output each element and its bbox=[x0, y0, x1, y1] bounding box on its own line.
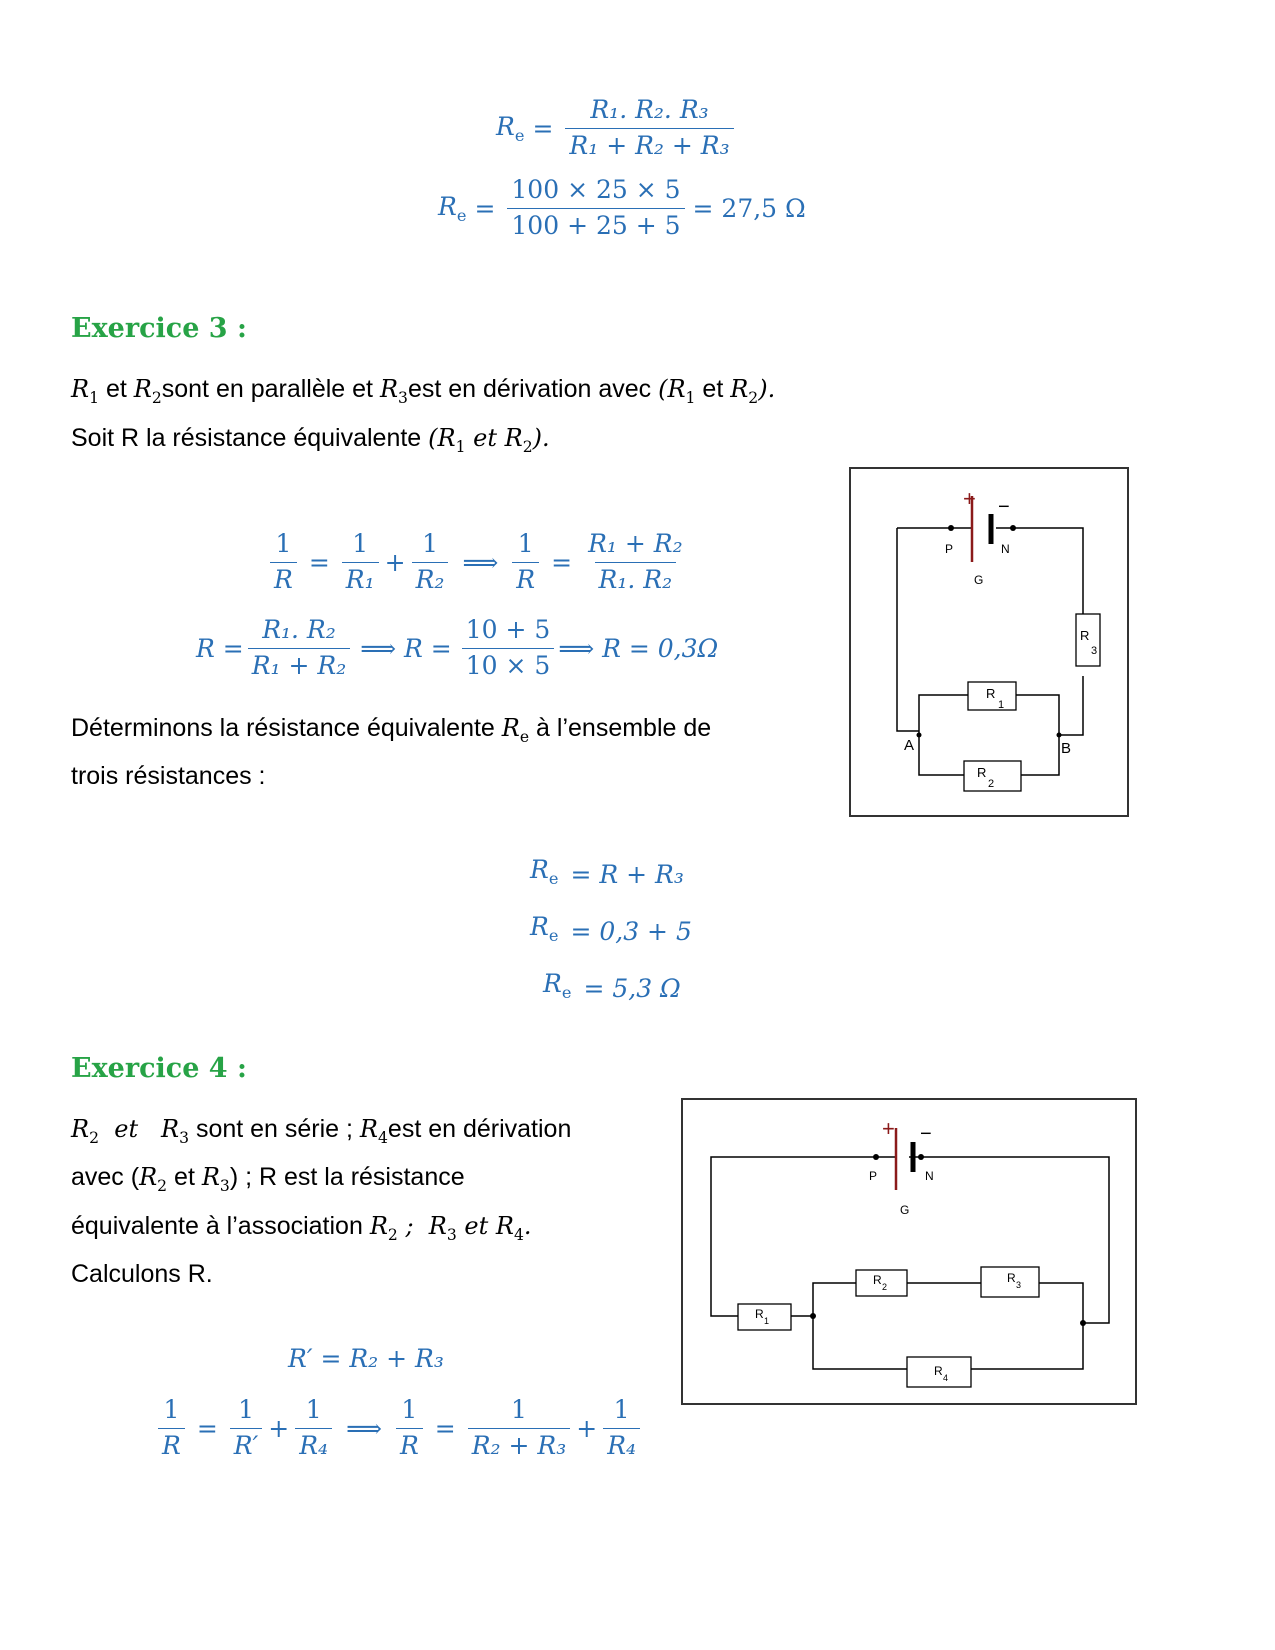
terminal-n bbox=[918, 1154, 924, 1160]
ex4-statement-line4: Calculons R. bbox=[71, 1260, 213, 1288]
equation-middle: ⟹ R = bbox=[360, 633, 452, 663]
plus-label: + bbox=[963, 486, 976, 511]
ex4-text: ) ; R est la résistance bbox=[229, 1163, 465, 1191]
fraction-denominator: R₄ bbox=[295, 1428, 332, 1461]
node-left bbox=[810, 1313, 816, 1319]
fraction-numerator: 1 bbox=[352, 529, 369, 558]
fraction-denominator: R bbox=[396, 1428, 423, 1461]
result-value: = 5,3 Ω bbox=[583, 973, 681, 1003]
fraction-numerator: 1 bbox=[401, 1395, 418, 1424]
exercise-3-title: Exercice 3 : bbox=[71, 313, 247, 344]
label-r3: R bbox=[1007, 1271, 1016, 1285]
label-n: N bbox=[925, 1169, 934, 1183]
label-r1-sub: 1 bbox=[998, 699, 1005, 711]
label-g: G bbox=[900, 1203, 910, 1217]
wire bbox=[921, 1157, 1109, 1323]
wire bbox=[1016, 695, 1059, 735]
fraction-denominator: R′ bbox=[230, 1428, 263, 1461]
label-r3-sub: 3 bbox=[1091, 645, 1098, 657]
formula-re-product: $R_e$ = $\frac{\text{R₁. R₂. R₃}}{\text{R₁ + R₂ + R₃}}$ bbox=[496, 96, 738, 161]
terminal-p bbox=[873, 1154, 879, 1160]
wire bbox=[897, 528, 919, 731]
fraction-numerator: 1 bbox=[275, 529, 292, 558]
result-line: $R_e$ = R + R₃ bbox=[530, 846, 692, 903]
result-line: $R_e$ = 5,3 Ω bbox=[543, 960, 692, 1017]
fraction-numerator: 1 bbox=[613, 1395, 630, 1424]
fraction-denominator: 100 + 25 + 5 bbox=[507, 208, 684, 241]
label-r2: R bbox=[873, 1273, 882, 1287]
fraction-denominator: R₁ + R₂ bbox=[248, 648, 351, 681]
formula-result: = 27,5 Ω bbox=[692, 193, 806, 223]
ex4-text: sont en série ; bbox=[195, 1115, 360, 1143]
node-a bbox=[917, 733, 922, 738]
ex3-paragraph-line1: Déterminons la résistance équivalente $R_e$ à l’ensemble de bbox=[71, 714, 712, 746]
ex3-paragraph-line2: trois résistances : bbox=[71, 762, 266, 790]
fraction-denominator: R bbox=[270, 562, 297, 595]
ex4-text: et bbox=[167, 1163, 202, 1191]
node-b bbox=[1057, 733, 1062, 738]
ex3-result-block bbox=[530, 846, 692, 1017]
label-g: G bbox=[974, 573, 984, 587]
ex4-statement-line2: avec ($R_2$ et $R_3$) ; R est la résistance bbox=[71, 1163, 465, 1195]
label-r2-sub: 2 bbox=[988, 778, 995, 790]
terminal-p bbox=[948, 525, 954, 531]
fraction-numerator: 1 bbox=[517, 529, 534, 558]
para-text-end: à l’ensemble de bbox=[529, 714, 712, 742]
label-r1: R bbox=[986, 686, 996, 701]
fraction-numerator: 1 bbox=[511, 1395, 527, 1424]
fraction-denominator: R₄ bbox=[603, 1428, 640, 1461]
fraction-denominator: 10 × 5 bbox=[462, 648, 555, 681]
fraction-numerator: 1 bbox=[305, 1395, 322, 1424]
formula-re-numeric: $R_e$ = $\frac{100 \times 25 \times 5}{100 + 25 + 5}$ = 27,5 Ω bbox=[438, 175, 806, 240]
circuit-schematic bbox=[851, 469, 1127, 815]
ex4-parallel-equation: $\frac{1}{R}$ = $\frac{1}{R'}$ + $\frac{1}{\text{R₄}}$ ⟹ $\frac{1}{R}$ = $\frac{1}{\text{R₂ + R₃}}$ + $\frac{1}{\text{R₄}}$ bbox=[154, 1396, 644, 1461]
fraction-denominator: R₂ + R₃ bbox=[468, 1428, 571, 1461]
ex4-statement-line3: équivalente à l’association $R_2$ ; $R_3$ et $R_4$. bbox=[71, 1212, 532, 1244]
wire bbox=[971, 1323, 1083, 1369]
label-r4-sub: 4 bbox=[943, 1373, 949, 1383]
wire bbox=[813, 1283, 856, 1316]
minus-label: − bbox=[920, 1123, 932, 1145]
label-a: A bbox=[904, 737, 915, 754]
equation-lhs: R = bbox=[196, 633, 244, 663]
fraction-numerator: 1 bbox=[163, 1395, 180, 1424]
ex4-series-equation: R′ = R₂ + R₃ bbox=[288, 1344, 444, 1373]
ex4-text: est en dérivation bbox=[387, 1115, 572, 1143]
ex3-line2-text: Soit R la résistance équivalente bbox=[71, 424, 429, 452]
ex3-statement-line1: $R_1$ et $R_2sont$ en parallèle et $R_3est$ en dérivation avec ($R_1$ et $R_2$). bbox=[71, 375, 776, 407]
circuit-schematic bbox=[683, 1100, 1135, 1403]
result-line: $R_e$ = 0,3 + 5 bbox=[530, 903, 692, 960]
fraction-denominator: R₁ bbox=[342, 562, 379, 595]
ex3-statement-line2: Soit R la résistance équivalente ($R_1$ et $R_2$). bbox=[71, 424, 550, 456]
ex4-text: avec ( bbox=[71, 1163, 140, 1191]
label-p: P bbox=[869, 1169, 878, 1183]
fraction-numerator: 1 bbox=[422, 529, 438, 558]
fraction-numerator: R₁. R₂. R₃ bbox=[590, 95, 709, 124]
wire bbox=[1021, 735, 1059, 775]
wire bbox=[1059, 676, 1083, 735]
circuit-diagram-ex3 bbox=[849, 467, 1129, 817]
fraction-denominator: R₁. R₂ bbox=[595, 562, 677, 595]
ex4-statement-line1: $R_2$ et $R_3$ sont en série ; $R_4est$ en dérivation bbox=[71, 1115, 572, 1147]
fraction-denominator: R bbox=[512, 562, 539, 595]
result-value: = 0,3 + 5 bbox=[570, 916, 692, 946]
ex4-text: équivalente à l’association bbox=[71, 1212, 370, 1240]
label-r2: R bbox=[977, 765, 987, 780]
ex3-parallel-equation: $\frac{1}{R}$ = $\frac{1}{\text{R₁}}$ + $\frac{1}{\text{R₂}}$ ⟹ $\frac{1}{R}$ = $\frac{\text{R₁ + R₂}}{\text{R₁. R₂}}$ bbox=[266, 530, 691, 595]
fraction-numerator: R₁. R₂ bbox=[262, 615, 336, 644]
label-r4: R bbox=[934, 1364, 943, 1378]
label-n: N bbox=[1001, 542, 1010, 556]
wire bbox=[919, 695, 968, 735]
label-p: P bbox=[945, 542, 954, 556]
exercise-4-title: Exercice 4 : bbox=[71, 1053, 247, 1084]
label-r1: R bbox=[755, 1307, 764, 1321]
fraction-numerator: R₁ + R₂ bbox=[588, 529, 683, 558]
node-right bbox=[1080, 1320, 1086, 1326]
wire bbox=[813, 1316, 907, 1369]
label-r1-sub: 1 bbox=[764, 1316, 770, 1326]
label-r3: R bbox=[1080, 628, 1090, 643]
fraction-numerator: 100 × 25 × 5 bbox=[511, 175, 681, 204]
wire bbox=[1039, 1283, 1083, 1323]
wire bbox=[919, 735, 964, 775]
fraction-denominator: R bbox=[158, 1428, 185, 1461]
fraction-denominator: R₁ + R₂ + R₃ bbox=[565, 128, 733, 161]
terminal-n bbox=[1010, 525, 1016, 531]
label-r3-sub: 3 bbox=[1016, 1280, 1022, 1290]
result-value: = R + R₃ bbox=[570, 859, 684, 889]
label-b: B bbox=[1061, 740, 1072, 757]
label-r2-sub: 2 bbox=[882, 1282, 888, 1292]
fraction-numerator: 10 + 5 bbox=[465, 615, 551, 644]
equation-result: ⟹ R = 0,3Ω bbox=[558, 633, 719, 663]
wire bbox=[1013, 528, 1083, 614]
wire bbox=[711, 1157, 876, 1316]
ex3-r-calculation bbox=[196, 616, 718, 681]
plus-label: + bbox=[882, 1116, 895, 1141]
fraction-numerator: 1 bbox=[238, 1395, 254, 1424]
circuit-diagram-ex4 bbox=[681, 1098, 1137, 1405]
minus-label: − bbox=[998, 496, 1010, 518]
para-text: Déterminons la résistance équivalente bbox=[71, 714, 502, 742]
fraction-denominator: R₂ bbox=[412, 562, 449, 595]
